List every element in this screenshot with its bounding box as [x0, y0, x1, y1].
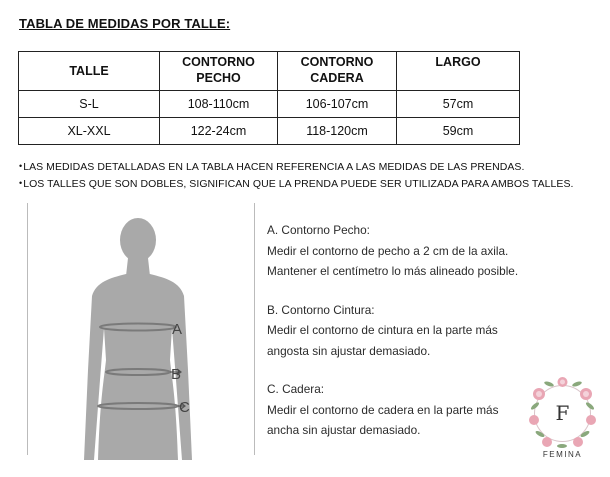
- instruction-line: Medir el contorno de pecho a 2 cm de la axila.: [267, 243, 509, 258]
- table-row: [19, 91, 520, 118]
- cell-cadera: 118-120cm: [278, 118, 397, 145]
- cell-talle: S-L: [19, 91, 160, 118]
- instruction-line: Medir el contorno de cintura en la parte más: [267, 323, 498, 337]
- cell-cadera: 106-107cm: [278, 91, 397, 118]
- cell-pecho: 108-110cm: [160, 91, 278, 118]
- instruction-title: B. Contorno Cintura:: [267, 302, 375, 317]
- note-item: • LAS MEDIDAS DETALLADAS EN LA TABLA HACEN REFERENCIA A LAS MEDIDAS DE LAS PRENDAS.: [19, 158, 574, 175]
- cell-largo: 59cm: [397, 118, 520, 145]
- notes: [19, 158, 574, 192]
- page-title: TABLA DE MEDIDAS POR TALLE:: [19, 16, 231, 31]
- silhouette-icon: [84, 218, 192, 460]
- instruction-line: ancha sin ajustar demasiado.: [267, 423, 421, 437]
- cell-largo: 57cm: [397, 91, 520, 118]
- instruction-a: [267, 220, 518, 282]
- instruction-b: [267, 300, 518, 362]
- logo-letter: F: [543, 394, 582, 433]
- size-table: [18, 51, 520, 145]
- table-header-row: [19, 52, 520, 91]
- measurement-instructions: [267, 220, 518, 459]
- note-item: • LOS TALLES QUE SON DOBLES, SIGNIFICAN QUE LA PRENDA PUEDE SER UTILIZADA PARA AMBOS TALLES.: [19, 175, 574, 192]
- instruction-line: angosta sin ajustar demasiado.: [267, 343, 431, 358]
- table-row: [19, 118, 520, 145]
- header-talle: TALLE: [19, 52, 160, 91]
- brand-logo: [525, 376, 600, 466]
- header-contorno-pecho: CONTORNO PECHO: [160, 52, 278, 91]
- divider-left: [27, 203, 28, 455]
- cell-talle: XL-XXL: [19, 118, 160, 145]
- label-c: C: [179, 399, 190, 416]
- instruction-title: A. Contorno Pecho:: [267, 223, 370, 237]
- instruction-c: [267, 379, 518, 441]
- header-largo: LARGO: [397, 52, 520, 91]
- instruction-title: C. Cadera:: [267, 382, 325, 396]
- label-a: A: [172, 321, 183, 338]
- instruction-line: Medir el contorno de cadera en la parte más: [267, 402, 499, 417]
- cell-pecho: 122-24cm: [160, 118, 278, 145]
- logo-name: FEMINA: [542, 450, 583, 459]
- label-b: B: [171, 366, 182, 383]
- body-silhouette: [60, 210, 260, 460]
- instruction-line: Mantener el centímetro lo más alineado posible.: [267, 264, 519, 278]
- header-contorno-cadera: CONTORNO CADERA: [278, 52, 397, 91]
